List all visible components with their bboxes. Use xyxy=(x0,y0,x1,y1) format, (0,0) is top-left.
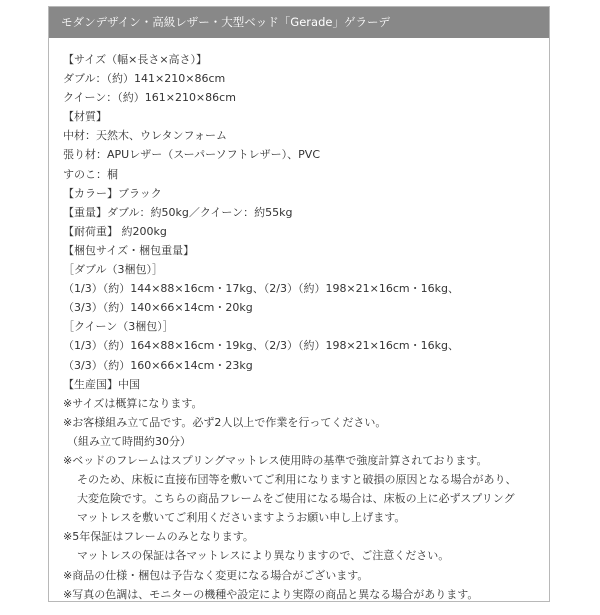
spec-line: ［ダブル（3梱包）］ xyxy=(63,263,164,277)
spec-line: （1/3）（約）144×88×16cm・17kg、（2/3）（約）198×21×16cm・16kg、 xyxy=(63,282,459,296)
spec-line: 【カラー】ブラック xyxy=(63,186,162,200)
spec-line: （3/3）（約）140×66×14cm・20kg xyxy=(63,301,253,315)
spec-line: 大変危険です。こちらの商品フレームをご使用になる場合は、床板の上に必ずスプリング xyxy=(77,492,515,506)
spec-panel xyxy=(48,6,550,602)
spec-line: （1/3）（約）164×88×16cm・19kg、（2/3）（約）198×21×16cm・16kg、 xyxy=(63,339,459,353)
spec-list xyxy=(63,50,545,604)
spec-line: 張り材：APUレザー（スーパーソフトレザー）、PVC xyxy=(63,148,321,162)
spec-line: 【生産国】中国 xyxy=(63,377,140,391)
spec-line: ※ベッドのフレームはスプリングマットレス使用時の基準で強度計算されております。 xyxy=(63,453,488,467)
spec-line: ※5年保証はフレームのみとなります。 xyxy=(63,530,254,544)
spec-line: 【梱包サイズ・梱包重量】 xyxy=(63,243,195,257)
spec-line: ※お客様組み立て品です。必ず2人以上で作業を行ってください。 xyxy=(63,415,387,429)
spec-line: ※サイズは概算になります。 xyxy=(63,396,203,410)
spec-line: そのため、床板に直接布団等を敷いてご利用になりますと破損の原因となる場合があり、 xyxy=(77,473,517,487)
panel-title: モダンデザイン・高級レザー・大型ベッド「Gerade」ゲラーデ xyxy=(49,7,549,38)
spec-line: クイーン：（約）161×210×86cm xyxy=(63,91,236,105)
spec-line: ［クイーン（3梱包）］ xyxy=(63,320,174,334)
spec-line: すのこ：桐 xyxy=(63,167,118,181)
spec-line: マットレスの保証は各マットレスにより異なりますので、ご注意ください。 xyxy=(77,549,450,563)
spec-line: 【重量】ダブル：約50kg／クイーン：約55kg xyxy=(63,205,293,219)
spec-line: ※商品の仕様・梱包は予告なく変更になる場合がございます。 xyxy=(63,568,369,582)
spec-line: ダブル：（約）141×210×86cm xyxy=(63,72,226,86)
spec-line: 中材：天然木、ウレタンフォーム xyxy=(63,129,228,143)
spec-line: （3/3）（約）160×66×14cm・23kg xyxy=(63,358,253,372)
spec-line: マットレスを敷いてご利用くださいますようお願い申し上げます。 xyxy=(77,511,406,525)
spec-line: 【サイズ（幅×長さ×高さ）】 xyxy=(63,53,208,66)
spec-line: （組み立て時間約30分） xyxy=(67,434,191,448)
spec-line: ※写真の色調は、モニターの機種や設定により実際の商品と異なる場合があります。 xyxy=(63,587,479,601)
spec-line: 【耐荷重】 約200kg xyxy=(63,224,167,238)
spec-line: 【材質】 xyxy=(63,110,107,124)
